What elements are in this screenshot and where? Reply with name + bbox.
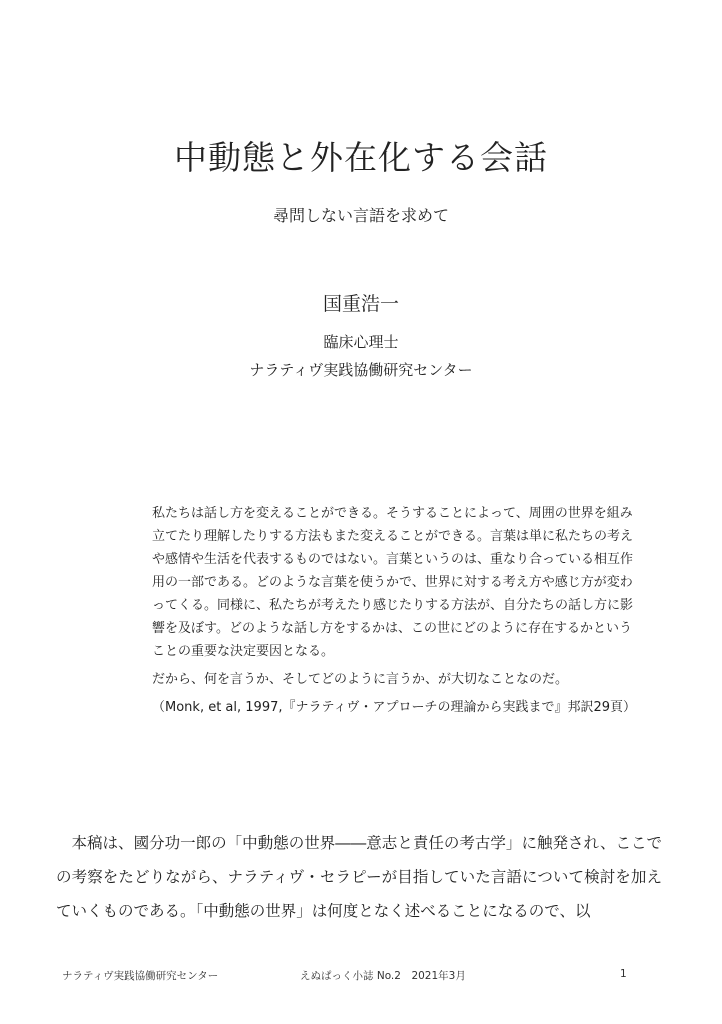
page-number: 1 xyxy=(620,968,627,980)
footer-organization: ナラティヴ実践協働研究センター xyxy=(62,970,219,982)
epigraph-quote xyxy=(152,502,634,719)
quote-paragraph: だから、何を言うか、そしてどのように言うか、が大切なことなのだ。 xyxy=(152,672,569,687)
author-affiliation: ナラティヴ実践協働研究センター xyxy=(249,361,473,379)
paper-title: 中動態と外在化する会話 xyxy=(174,138,548,177)
author-role: 臨床心理士 xyxy=(323,333,399,351)
footer-journal: えぬぱっく小誌 No.2 2021年3月 xyxy=(300,970,466,982)
quote-citation: （Monk, et al, 1997,『ナラティヴ・アプローチの理論から実践まで』邦訳29頁） xyxy=(152,700,636,715)
quote-paragraph: 私たちは話し方を変えることができる。そうすることによって、周囲の世界を組み立てたり理解したりする方法もまた変えることができる。言葉は単に私たちの考えや感情や生活を代表するものではない。言葉というのは、重なり合っている相互作用の一部である。どのような言葉を使うかで、世界に対する考え方や感じ方が変わってくる。同様に、私たちが考えたり感じたりする方法が、自分たちの話し方に影響を及ぼす。どのような話し方をするかは、この世にどのように存在するかということの重要な決定要因となる。 xyxy=(152,506,634,659)
author-name: 国重浩一 xyxy=(322,293,399,315)
paper-subtitle: 尋問しない言語を求めて xyxy=(272,206,449,225)
body-paragraph: 本稿は、國分功一郎の「中動態の世界――意志と責任の考古学」に触発され、ここでの考察をたどりながら、ナラティヴ・セラピーが目指していた言語について検討を加えていくものである。「中動態の世界」は何度となく述べることになるので、以 xyxy=(56,834,662,920)
